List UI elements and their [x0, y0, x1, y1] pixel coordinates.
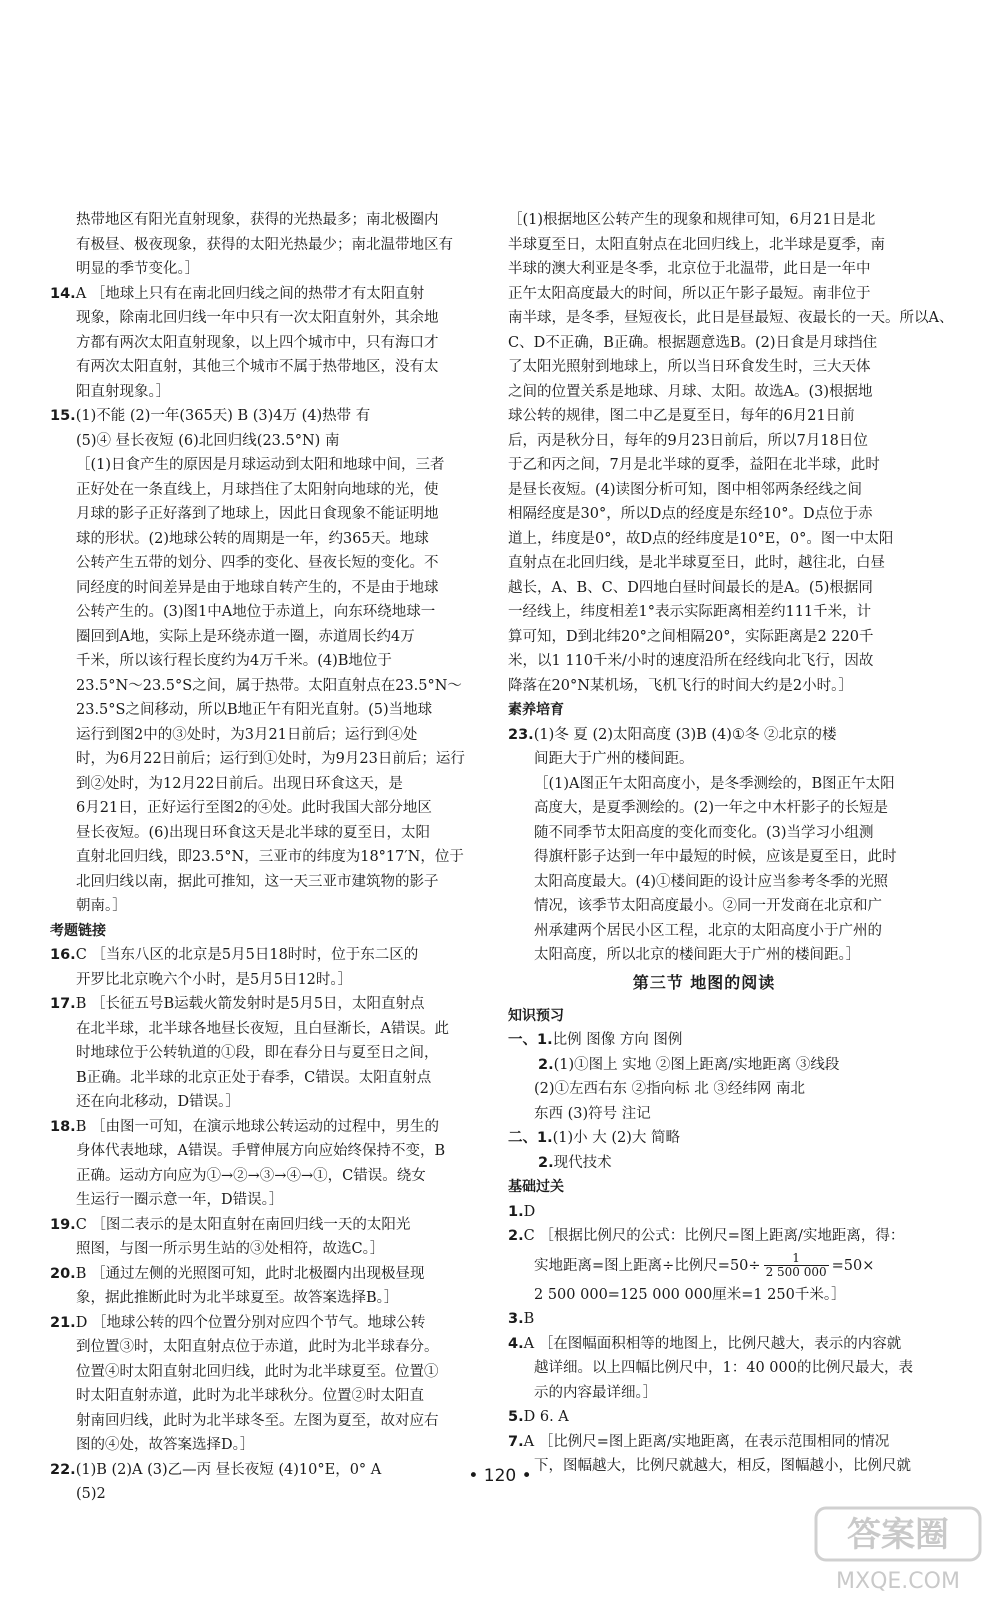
line-text: 正好处在一条直线上，月球挡住了太阳射向地球的光，使: [76, 481, 439, 498]
line-text: 射南回归线，此时为北半球冬至。左图为夏至，故对应右: [76, 1412, 439, 1429]
text-line: [50, 1139, 480, 1164]
text-line: [50, 1115, 480, 1140]
line-text: 之间的位置关系是地球、月球、太阳。故选A。(3)根据地: [508, 383, 873, 400]
line-text: A ［地球上只有在南北回归线之间的热带才有太阳直射: [75, 285, 425, 302]
text-line: [508, 1283, 900, 1308]
text-line: [50, 233, 480, 258]
line-text: 有极昼、极夜现象，获得的太阳光热最少；南北温带地区有: [76, 236, 453, 253]
line-text: 同经度的时间差异是由于地球自转产生的，不是由于地球: [76, 579, 439, 596]
watermark-logo: [808, 1500, 988, 1596]
line-text: 现代技术: [553, 1154, 612, 1171]
text-line: [50, 478, 480, 503]
line-text: 算可知，D到北纬20°之间相隔20°，实际距离是2 220千: [508, 628, 874, 645]
line-text: 有两次太阳直射，其他三个城市不属于热带地区，没有太: [76, 359, 439, 375]
line-text: 位置④时太阳直射北回归线，此时为北半球夏至。位置①: [76, 1363, 439, 1380]
line-text: 照图，与图一所示男生站的③处相符，故选C。］: [76, 1241, 385, 1257]
line-text: 时地球位于公转轨道的①段，即在春分日与夏至日之间，: [76, 1045, 439, 1061]
line-text: 于乙和丙之间，7月是北半球的夏季，益阳在北半球，此时: [508, 457, 880, 473]
text-line: [508, 674, 900, 699]
line-text: 高度大，是夏季测绘的。(2)一年之中木杆影子的长短是: [534, 800, 889, 816]
question-number: 二、1.: [508, 1130, 553, 1146]
text-line: [508, 380, 900, 405]
text-line: [508, 551, 900, 576]
line-text: 半球夏至日，太阳直射点在北回归线上，北半球是夏季，南: [508, 236, 885, 253]
line-text: 明显的季节变化。］: [76, 261, 200, 277]
text-line: [50, 453, 480, 478]
text-line: [508, 355, 900, 380]
text-line: [50, 1286, 480, 1311]
line-text: C、D不正确，B正确。根据题意选B。(2)日食是月球挡住: [508, 334, 878, 351]
line-text: 23.5°N～23.5°S之间，属于热带。太阳直射点在23.5°N～: [76, 677, 462, 694]
line-text: 阳直射现象。］: [76, 383, 171, 400]
text-line: [50, 1188, 480, 1213]
text-line: [508, 772, 900, 797]
question-number: 4.: [508, 1335, 524, 1352]
line-text: 了太阳光照射到地球上，所以当日环食发生时，三大天体: [508, 359, 871, 375]
line-text: 时太阳直射赤道，此时为北半球秋分。位置②时太阳直: [76, 1388, 424, 1404]
question-number: 20.: [50, 1265, 76, 1282]
line-text: 情况，该季节太阳高度最小。②同一开发商在北京和广: [534, 898, 882, 914]
text-line: [508, 1249, 900, 1283]
text-line: [508, 478, 900, 503]
line-text: 直射北回归线，即23.5°N，三亚市的纬度为18°17′N，位于: [76, 849, 464, 865]
text-line: [508, 1430, 900, 1455]
line-text: D: [523, 1203, 536, 1220]
line-text: 朝南。］: [76, 898, 127, 914]
text-line: [50, 992, 480, 1017]
text-line: [50, 1090, 480, 1115]
line-text: (5)④ 昼长夜短 (6)北回归线(23.5°N) 南: [76, 432, 340, 449]
text-line: [508, 502, 900, 527]
text-line: [50, 600, 480, 625]
line-text: 后，丙是秋分日，每年的9月23日前后，所以7月18日位: [508, 432, 868, 449]
question-number: 1.: [508, 1203, 524, 1220]
text-line: [508, 576, 900, 601]
question-number: 22.: [50, 1461, 76, 1478]
text-line: [50, 796, 480, 821]
text-line: [50, 845, 480, 870]
text-line: [50, 355, 480, 380]
text-line: [50, 1409, 480, 1434]
line-text: 间距大于广州的楼间距。: [534, 751, 694, 767]
text-line: [50, 674, 480, 699]
section-heading: 知识预习: [508, 1007, 564, 1024]
text-line: [50, 331, 480, 356]
page-number: • 120 •: [468, 1466, 532, 1486]
line-text: 公转产生五带的划分、四季的变化、昼夜长短的变化。不: [76, 555, 439, 571]
text-line: [508, 870, 900, 895]
line-text: 北回归线以南，据此可推知，这一天三亚市建筑物的影子: [76, 873, 439, 890]
text-line: [508, 1332, 900, 1357]
text-line: [50, 1066, 480, 1091]
text-line: [508, 282, 900, 307]
line-text: 热带地区有阳光直射现象，获得的光热最多；南北极圈内: [76, 212, 439, 228]
text-line: [508, 1224, 905, 1249]
line-text: 比例 图像 方向 图例: [552, 1032, 683, 1048]
question-number: 2.: [508, 1228, 524, 1244]
line-text: 州承建两个居民小区工程，北京的太阳高度小于广州的: [534, 922, 882, 939]
text-line: [508, 625, 900, 650]
line-text: 正确。运动方向应为①→②→③→④→①，C错误。绕女: [76, 1167, 426, 1184]
line-text: ［(1)根据地区公转产生的现象和规律可知，6月21日是北: [508, 212, 876, 228]
question-number: 一、1.: [508, 1032, 553, 1048]
line-text: 东西 (3)符号 注记: [534, 1105, 651, 1122]
line-text: C ［图二表示的是太阳直射在南回归线一天的太阳光: [75, 1216, 411, 1233]
question-number: 7.: [508, 1433, 524, 1450]
text-line: [50, 1041, 480, 1066]
svg-text:MXQE.COM: MXQE.COM: [836, 1569, 960, 1594]
text-line: [50, 1164, 480, 1189]
text-line: [50, 257, 480, 282]
line-text: 随不同季节太阳高度的变化而变化。(3)当学习小组测: [534, 824, 874, 841]
line-text: 南半球，是冬季，昼短夜长，此日是昼最短、夜最长的一天。所以A、: [508, 310, 954, 326]
line-text: 越详细。以上四幅比例尺中，1：40 000的比例尺最大，表: [534, 1360, 913, 1376]
text-line: [50, 894, 480, 919]
line-text: 到②处时，为12月22日前后。出现日环食这天，是: [76, 775, 403, 792]
svg-text:答案圈: 答案圈: [847, 1515, 949, 1555]
line-text: 球公转的规律，图二中乙是夏至日，每年的6月21日前: [508, 408, 855, 424]
section-heading: 素养培育: [508, 702, 564, 718]
text-line: [508, 919, 900, 944]
question-number: 3.: [508, 1311, 524, 1327]
text-line: [508, 331, 900, 356]
text-line: [50, 576, 480, 601]
text-line: [508, 649, 900, 674]
text-line: [50, 282, 480, 307]
line-text: 直射点在北回归线，是北半球夏至日，此时，越往北，白昼: [508, 555, 885, 571]
question-number: 2.: [538, 1154, 554, 1171]
text-line: [50, 649, 480, 674]
line-text: 示的内容最详细。］: [534, 1384, 658, 1401]
text-line: [50, 1262, 480, 1287]
line-text: 太阳高度，所以北京的楼间距大于广州的楼间距。］: [534, 947, 861, 963]
text-line: [508, 894, 900, 919]
line-text: 圈回到A地，实际上是环绕赤道一圈，赤道周长约4万: [76, 628, 415, 645]
line-text: 象，据此推断此时为北半球夏至。故答案选择B。］: [76, 1290, 399, 1306]
text-line: [508, 429, 900, 454]
question-number: 5.: [508, 1409, 524, 1425]
line-text: 身体代表地球，A错误。手臂伸展方向应始终保持不变，B: [76, 1143, 446, 1159]
line-text: 运行到图2中的③处时，为3月21日前后；运行到④处: [76, 726, 418, 743]
question-number: 2.: [538, 1056, 554, 1073]
text-line: [50, 747, 480, 772]
text-line: [50, 772, 480, 797]
text-line: [508, 747, 900, 772]
text-line: [508, 257, 900, 282]
text-line: [508, 404, 900, 429]
text-line: [508, 1356, 913, 1381]
text-line: [50, 870, 480, 895]
line-text: (1)①图上 实地 ②图上距离/实地距离 ③线段: [553, 1056, 840, 1073]
text-line: [50, 625, 480, 650]
text-line: [50, 943, 480, 968]
text-line: [50, 1311, 480, 1336]
line-text: C ［当东八区的北京是5月5日18时时，位于东二区的: [75, 947, 419, 963]
text-line: [508, 453, 900, 478]
line-text: C ［根据比例尺的公式：比例尺=图上距离/实地距离，得：: [523, 1228, 905, 1244]
line-text: 开罗比北京晚六个小时，是5月5日12时。］: [76, 971, 353, 988]
text-line: [508, 796, 900, 821]
line-text: (2)①左西右东 ②指向标 北 ③经纬网 南北: [534, 1081, 805, 1097]
line-text: B ［通过左侧的光照图可知，此时北极圈内出现极昼现: [75, 1265, 425, 1282]
text-line: [50, 1384, 480, 1409]
line-text: (1)冬 夏 (2)太阳高度 (3)B (4)①冬 ②北京的楼: [533, 726, 837, 743]
line-text: ［(1)日食产生的原因是月球运动到太阳和地球中间，三者: [76, 457, 445, 473]
text-line: [508, 1405, 900, 1430]
line-text: ［(1)A图正午太阳高度小，是冬季测绘的，B图正午太阳: [534, 775, 895, 792]
line-text: 现象，除南北回归线一年中只有一次太阳直射外，其余地: [76, 310, 439, 326]
line-text: 昼长夜短。(6)出现日环食这天是北半球的夏至日，太阳: [76, 824, 431, 841]
line-text: (1)小 大 (2)大 简略: [552, 1130, 681, 1146]
text-line: [508, 1077, 900, 1102]
text-line: [50, 698, 480, 723]
question-number: 19.: [50, 1216, 76, 1233]
text-line: [50, 968, 480, 993]
line-text: 一经线上，纬度相差1°表示实际距离相差约111千米，计: [508, 604, 872, 620]
text-line: [50, 1017, 480, 1042]
text-line: [50, 306, 480, 331]
line-text: 是昼长夜短。(4)读图分析可知，图中相邻两条经线之间: [508, 481, 863, 498]
line-text: 图的④处，故答案选择D。］: [76, 1437, 255, 1453]
line-text: (1)B (2)A (3)乙—丙 昼长夜短 (4)10°E，0° A: [75, 1461, 382, 1478]
fraction-numerator: 1: [764, 1252, 829, 1266]
line-text: 实地距离=图上距离÷比例尺=50÷: [534, 1257, 761, 1274]
line-text: B ［长征五号B运载火箭发射时是5月5日，太阳直射点: [75, 996, 425, 1012]
section-heading: 基础过关: [508, 1179, 564, 1195]
chapter-title: 第三节 地图的阅读: [632, 972, 776, 992]
line-text: D 6. A: [523, 1409, 569, 1425]
line-text: 生运行一圈示意一年，D错误。］: [76, 1192, 284, 1208]
text-line: [508, 821, 900, 846]
text-line: [508, 845, 900, 870]
text-line: [508, 527, 900, 552]
line-text: B正确。北半球的北京正处于春季，C错误。太阳直射点: [76, 1069, 432, 1086]
text-line: [508, 1028, 900, 1053]
text-line: [50, 527, 480, 552]
line-text: 时，为6月22日前后；运行到①处时，为9月23日前后；运行: [76, 751, 465, 767]
line-text: 到位置③时，太阳直射点位于赤道，此时为北半球春分。: [76, 1339, 439, 1355]
line-text: 还在向北移动，D错误。］: [76, 1094, 240, 1110]
text-line: [508, 306, 954, 331]
text-line: [50, 1335, 480, 1360]
line-text: 2 500 000=125 000 000厘米=1 250千米。］: [534, 1286, 846, 1303]
text-line: [50, 723, 480, 748]
line-text: 得旗杆影子达到一年中最短的时候，应该是夏至日，此时: [534, 849, 897, 865]
question-number: 17.: [50, 996, 76, 1012]
line-text: 米，以1 110千米/小时的速度沿所在经线向北飞行，因故: [508, 653, 874, 669]
line-text: 月球的影子正好落到了地球上，因此日食现象不能证明地: [76, 506, 439, 522]
line-text: 在北半球，北半球各地昼长夜短，且白昼渐长，A错误。此: [76, 1020, 449, 1037]
text-line: [508, 723, 900, 748]
question-number: 23.: [508, 726, 534, 743]
line-text: 相隔经度是30°，所以D点的经度是东经10°。D点位于赤: [508, 506, 873, 522]
line-text: A ［比例尺=图上距离/实地距离，在表示范围相同的情况: [523, 1433, 890, 1450]
text-line: [50, 1213, 480, 1238]
line-text-tail: =50×: [831, 1257, 875, 1274]
line-text: 球的形状。(2)地球公转的周期是一年，约365天。地球: [76, 530, 429, 547]
line-text: B: [523, 1311, 535, 1327]
line-text: 6月21日，正好运行至图2的④处。此时我国大部分地区: [76, 800, 432, 816]
text-line: [508, 233, 900, 258]
line-text: (5)2: [76, 1486, 106, 1502]
text-line: [508, 943, 900, 968]
text-line: [50, 1360, 480, 1385]
text-line: [50, 502, 480, 527]
question-number: 15.: [50, 408, 76, 424]
text-line: [50, 821, 480, 846]
question-number: 21.: [50, 1314, 76, 1331]
text-line: [50, 429, 480, 454]
question-number: 18.: [50, 1118, 76, 1135]
text-line: [508, 1381, 900, 1406]
line-text: B ［由图一可知，在演示地球公转运动的过程中，男生的: [75, 1118, 439, 1135]
text-line: [508, 600, 900, 625]
line-text: 降落在20°N某机场，飞机飞行的时间大约是2小时。］: [508, 677, 853, 694]
line-text: A ［在图幅面积相等的地图上，比例尺越大，表示的内容就: [523, 1335, 902, 1352]
line-text: 越长，A、B、C、D四地白昼时间最长的是A。(5)根据同: [508, 579, 873, 596]
right-column: [508, 208, 954, 1479]
section-heading: 考题链接: [50, 922, 106, 939]
line-text: 方都有两次太阳直射现象，以上四个城市中，只有海口才: [76, 334, 439, 351]
left-column: [50, 208, 480, 1507]
text-line: [508, 1102, 900, 1127]
line-text: 半球的澳大利亚是冬季，北京位于北温带，此日是一年中: [508, 261, 871, 277]
text-line: [50, 1433, 480, 1458]
line-text: 正午太阳高度最大的时间，所以正午影子最短。南非位于: [508, 285, 871, 302]
line-text: 公转产生的。(3)图1中A地位于赤道上，向东环绕地球一: [76, 604, 436, 620]
fraction-denominator: 2 500 000: [765, 1265, 827, 1279]
line-text: 道上，纬度是0°，故D点的经纬度是10°E，0°。图一中太阳: [508, 530, 894, 547]
text-line: [508, 1053, 900, 1078]
question-number: 16.: [50, 947, 76, 963]
text-line: [508, 1200, 900, 1225]
fraction: [764, 1252, 829, 1279]
text-line: [50, 551, 480, 576]
text-line: [50, 404, 480, 429]
text-line: [508, 1151, 900, 1176]
text-line: [50, 380, 480, 405]
text-line: [508, 1307, 900, 1332]
line-text: (1)不能 (2)一年(365天) B (3)4万 (4)热带 有: [75, 408, 371, 424]
text-line: [508, 1126, 900, 1151]
line-text: 千米，所以该行程长度约为4万千米。(4)B地位于: [76, 653, 392, 669]
text-line: [50, 208, 480, 233]
line-text: 23.5°S之间移动，所以B地正午有阳光直射。(5)当地球: [76, 702, 433, 718]
text-line: [50, 1237, 480, 1262]
question-number: 14.: [50, 285, 76, 302]
line-text: 太阳高度最大。(4)①楼间距的设计应当参考冬季的光照: [534, 873, 889, 890]
line-text: 下，图幅越大，比例尺就越大，相反，图幅越小，比例尺就: [534, 1458, 911, 1474]
text-line: [508, 208, 900, 233]
line-text: D ［地球公转的四个位置分别对应四个节气。地球公转: [75, 1314, 426, 1331]
